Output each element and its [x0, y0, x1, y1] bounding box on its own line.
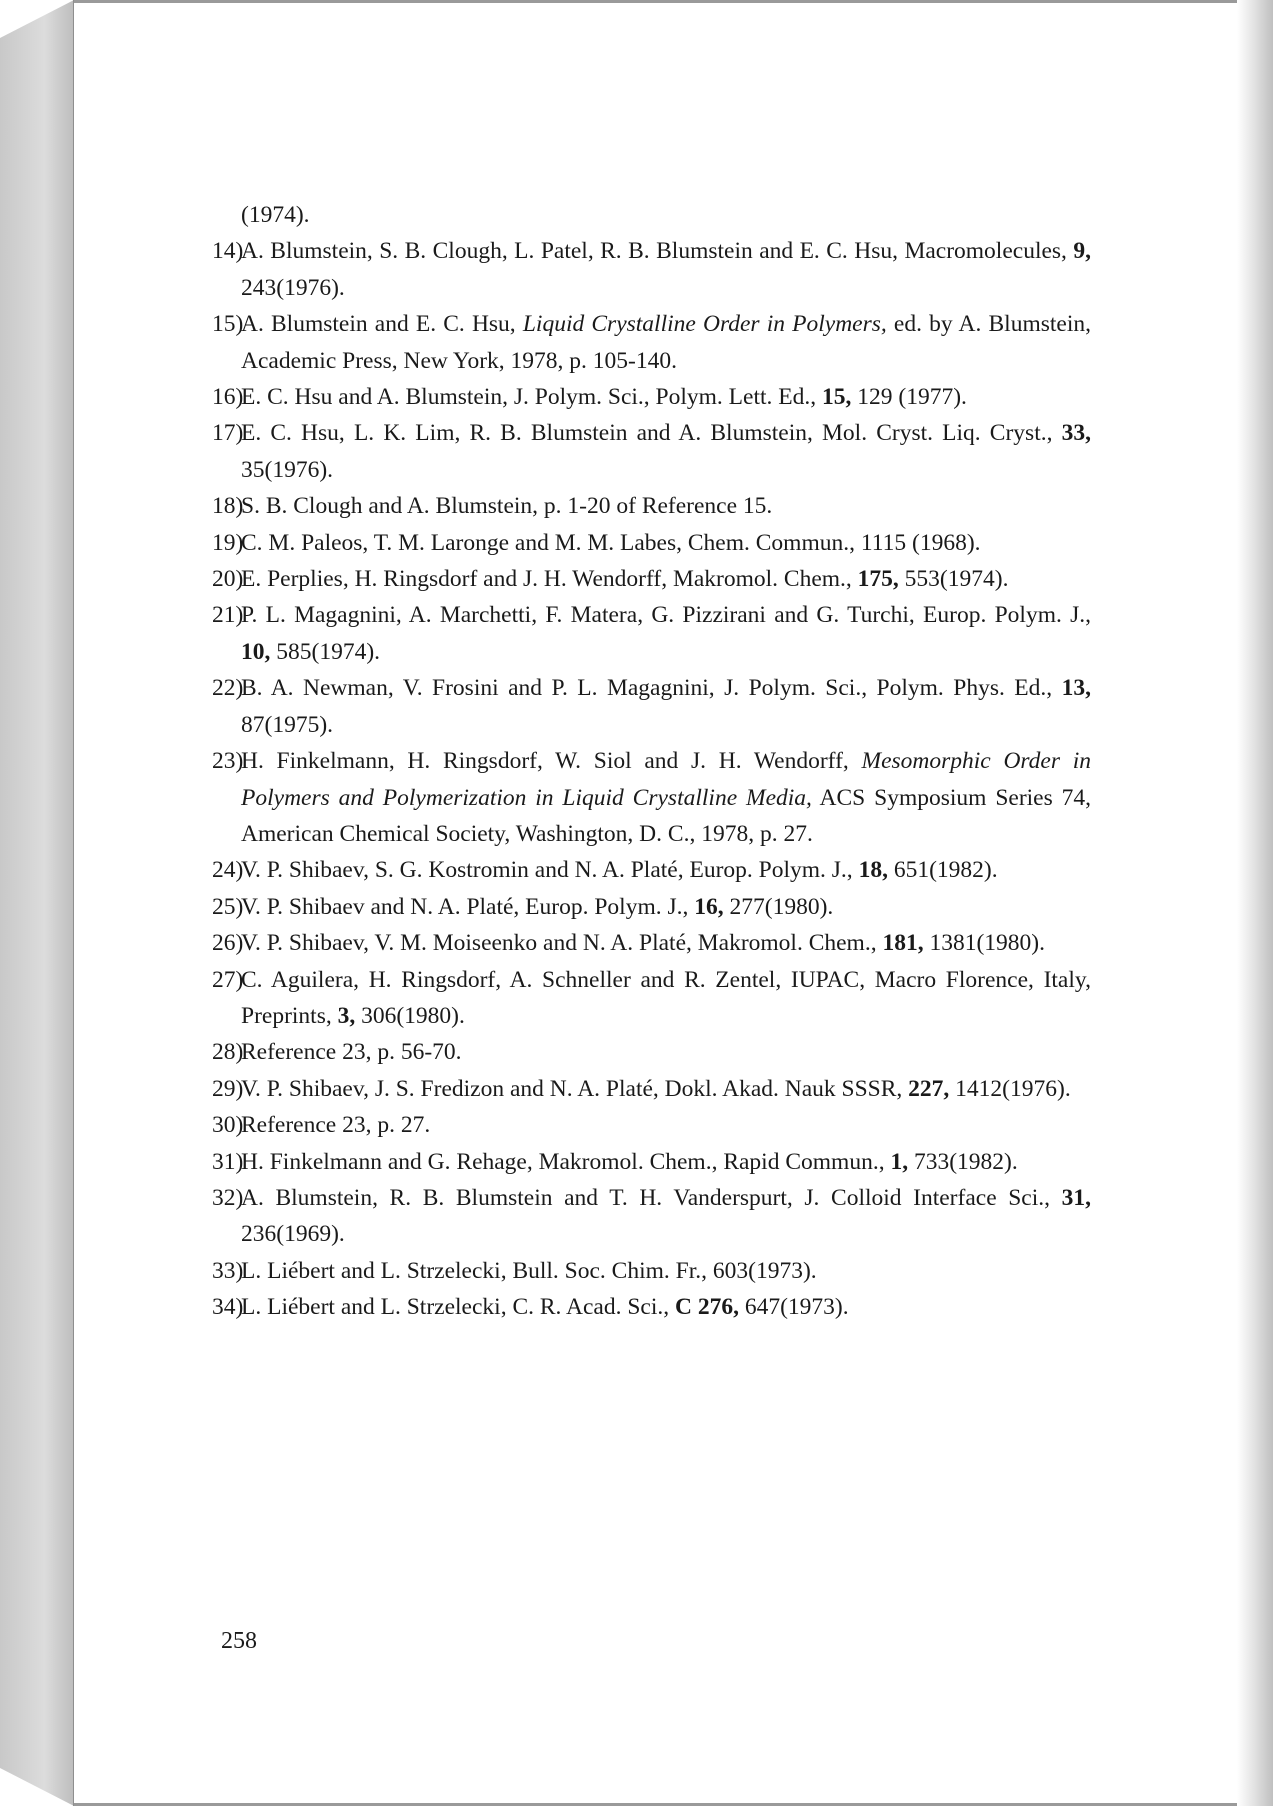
reference-text: [241, 311, 1091, 373]
reference-text-part: 277(1980).: [723, 893, 834, 920]
reference-item: [212, 1289, 1091, 1325]
reference-item: [212, 379, 1091, 415]
reference-number: 28): [212, 1039, 244, 1066]
reference-item: [212, 1144, 1091, 1180]
reference-item: [212, 1071, 1091, 1107]
reference-text-part: H. Finkelmann and G. Rehage, Makromol. Chem., Rapid Commun.,: [241, 1148, 891, 1175]
reference-volume-bold: 33,: [1061, 420, 1091, 447]
reference-number: 30): [212, 1112, 244, 1139]
reference-volume-bold: 15,: [822, 384, 852, 411]
reference-item: [212, 889, 1091, 925]
reference-text: [241, 1076, 1071, 1102]
reference-text-part: 35(1976).: [241, 456, 334, 483]
reference-volume-bold: 175,: [857, 566, 899, 593]
reference-text-part: L. Liébert and L. Strzelecki, C. R. Acad. Sci.,: [241, 1294, 675, 1321]
reference-title-italic: Mesomorphic Order in Polymers and Polymerization in Liquid Crystalline Media,: [241, 748, 1092, 811]
reference-text: [241, 420, 1091, 482]
reference-text-part: A. Blumstein, S. B. Clough, L. Patel, R. B. Blumstein and E. C. Hsu, Macromolecules,: [241, 238, 1074, 265]
reference-text-part: 87(1975).: [241, 711, 334, 738]
reference-text: [241, 967, 1091, 1029]
reference-volume-bold: 10,: [241, 638, 271, 665]
reference-number: 21): [212, 602, 244, 629]
reference-text-part: V. P. Shibaev and N. A. Platé, Europ. Polym. J.,: [241, 893, 695, 920]
reference-text-part: C. M. Paleos, T. M. Laronge and M. M. Labes, Chem. Commun., 1115 (1968).: [241, 529, 981, 556]
reference-item: [212, 1034, 1091, 1070]
reference-text-part: 647(1973).: [738, 1294, 849, 1321]
reference-text: [241, 1149, 1018, 1175]
reference-text: [241, 894, 833, 920]
reference-text-part: ACS Symposium Series 74, American Chemical Society, Washington, D. C., 1978, p. 27.: [241, 784, 1092, 847]
reference-item: [212, 233, 1091, 306]
reference-number: 23): [212, 748, 244, 775]
reference-number: 27): [212, 966, 244, 993]
reference-text-part: 1381(1980).: [923, 930, 1045, 957]
reference-text: [241, 566, 1008, 592]
reference-number: 15): [212, 311, 244, 338]
reference-text-part: S. B. Clough and A. Blumstein, p. 1-20 of Reference 15.: [241, 493, 773, 520]
reference-item: [212, 852, 1091, 888]
reference-item: [212, 561, 1091, 597]
reference-number: 17): [212, 420, 244, 447]
reference-item: [212, 597, 1091, 670]
reference-continuation: [216, 197, 1091, 233]
reference-volume-bold: 181,: [882, 930, 924, 957]
reference-item: [212, 1253, 1091, 1289]
reference-text: [241, 602, 1091, 664]
reference-volume-bold: 1,: [890, 1148, 909, 1175]
reference-number: 16): [212, 384, 244, 411]
reference-item: [212, 525, 1091, 561]
reference-text-part: V. P. Shibaev, J. S. Fredizon and N. A. Platé, Dokl. Akad. Nauk SSSR,: [241, 1075, 909, 1102]
reference-text: [241, 930, 1045, 956]
reference-item: [212, 415, 1091, 488]
reference-number: 19): [212, 529, 244, 556]
reference-text-part: E. C. Hsu, L. K. Lim, R. B. Blumstein and A. Blumstein, Mol. Cryst. Liq. Cryst.,: [241, 420, 1062, 447]
reference-item: [212, 670, 1091, 743]
reference-text-part: ed. by A. Blumstein, Academic Press, New York, 1978, p. 105-140.: [241, 311, 1091, 374]
reference-text-part: C. Aguilera, H. Ringsdorf, A. Schneller and R. Zentel, IUPAC, Macro Florence, Italy, Preprints,: [241, 966, 1091, 1029]
reference-text-part: V. P. Shibaev, S. G. Kostromin and N. A. Platé, Europ. Polym. J.,: [241, 857, 859, 884]
reference-text-part: 236(1969).: [241, 1221, 345, 1248]
reference-text-part: B. A. Newman, V. Frosini and P. L. Magagnini, J. Polym. Sci., Polym. Phys. Ed.,: [241, 675, 1062, 702]
reference-text-part: 243(1976).: [241, 274, 345, 301]
reference-text-part: P. L. Magagnini, A. Marchetti, F. Matera, G. Pizzirani and G. Turchi, Europ. Polym. J.,: [241, 602, 1091, 629]
reference-number: 29): [212, 1075, 244, 1102]
reference-title-italic: Liquid Crystalline Order in Polymers,: [522, 311, 887, 338]
reference-text-part: E. Perplies, H. Ringsdorf and J. H. Wendorff, Makromol. Chem.,: [241, 566, 858, 593]
reference-number: 26): [212, 930, 244, 957]
reference-number: 25): [212, 893, 244, 920]
reference-text-part: E. C. Hsu and A. Blumstein, J. Polym. Sci., Polym. Lett. Ed.,: [241, 384, 822, 411]
book-right-edge: [1237, 0, 1273, 1806]
reference-continuation-text: (1974).: [241, 202, 310, 228]
reference-text: [241, 748, 1091, 847]
reference-text: [241, 493, 772, 519]
reference-text-part: L. Liébert and L. Strzelecki, Bull. Soc. Chim. Fr., 603(1973).: [241, 1257, 817, 1284]
reference-text: [241, 530, 981, 556]
reference-text: [241, 1039, 462, 1065]
reference-text: [241, 1185, 1091, 1247]
reference-item: [212, 925, 1091, 961]
reference-text-part: 306(1980).: [355, 1002, 465, 1029]
reference-text: [241, 1258, 817, 1284]
reference-item: [212, 1107, 1091, 1143]
reference-text: [241, 1294, 849, 1320]
reference-text: [241, 675, 1091, 737]
reference-number: 20): [212, 566, 244, 593]
reference-text-part: Reference 23, p. 27.: [241, 1112, 431, 1139]
reference-number: 34): [212, 1294, 244, 1321]
reference-volume-bold: C 276,: [674, 1294, 739, 1321]
reference-text-part: 585(1974).: [270, 638, 381, 665]
reference-text-part: H. Finkelmann, H. Ringsdorf, W. Siol and J. H. Wendorff,: [241, 748, 862, 775]
reference-item: [212, 488, 1091, 524]
reference-text-part: V. P. Shibaev, V. M. Moiseenko and N. A. Platé, Makromol. Chem.,: [241, 930, 883, 957]
reference-text-part: Reference 23, p. 56-70.: [241, 1039, 462, 1066]
reference-volume-bold: 3,: [337, 1002, 356, 1029]
reference-number: 33): [212, 1257, 244, 1284]
reference-text: [241, 384, 967, 410]
reference-volume-bold: 13,: [1061, 675, 1091, 702]
reference-volume-bold: 227,: [908, 1075, 950, 1102]
reference-text-part: 733(1982).: [908, 1148, 1018, 1175]
reference-volume-bold: 9,: [1073, 238, 1091, 265]
reference-number: 24): [212, 857, 244, 884]
reference-text: [241, 1112, 430, 1138]
reference-item: [212, 962, 1091, 1035]
reference-volume-bold: 16,: [694, 893, 724, 920]
reference-text: [241, 857, 998, 883]
reference-list: [212, 197, 1092, 1326]
reference-text-part: 1412(1976).: [949, 1075, 1071, 1102]
reference-text: [241, 238, 1091, 300]
book-left-edge: [0, 0, 74, 1806]
page-number: 258: [221, 1628, 257, 1654]
reference-item: [212, 1180, 1091, 1253]
reference-text-part: 651(1982).: [887, 857, 998, 884]
reference-text-part: 129 (1977).: [851, 384, 967, 411]
reference-item: [212, 743, 1092, 852]
reference-text-part: A. Blumstein, R. B. Blumstein and T. H. Vanderspurt, J. Colloid Interface Sci.,: [241, 1184, 1062, 1211]
reference-item: [212, 306, 1091, 379]
reference-text-part: 553(1974).: [898, 566, 1009, 593]
reference-items: [212, 233, 1092, 1325]
reference-number: 32): [212, 1184, 244, 1211]
reference-number: 31): [212, 1148, 244, 1175]
reference-volume-bold: 31,: [1061, 1184, 1091, 1211]
reference-number: 14): [212, 238, 244, 265]
reference-volume-bold: 18,: [858, 857, 888, 884]
reference-number: 18): [212, 493, 244, 520]
reference-text-part: A. Blumstein and E. C. Hsu,: [241, 311, 523, 338]
reference-number: 22): [212, 675, 244, 702]
